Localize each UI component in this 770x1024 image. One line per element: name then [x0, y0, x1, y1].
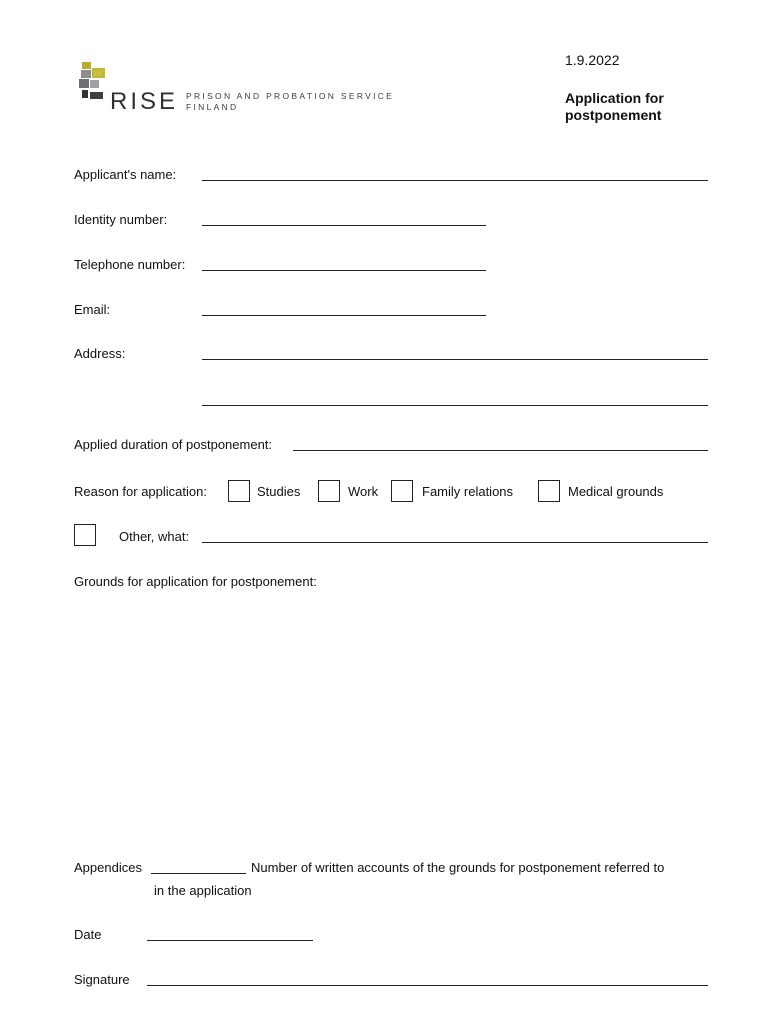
telephone-number-label: Telephone number: — [74, 257, 186, 272]
family-relations-checkbox[interactable] — [391, 480, 413, 502]
other-field[interactable] — [202, 542, 708, 543]
medical-grounds-option-label: Medical grounds — [568, 484, 664, 499]
appendices-label: Appendices — [74, 860, 142, 875]
document-date: 1.9.2022 — [565, 52, 620, 68]
reason-label: Reason for application: — [74, 484, 207, 499]
appendices-description-line1: Number of written accounts of the grounds for postponement referred to — [251, 860, 665, 875]
logo-service-line1: PRISON AND PROBATION SERVICE — [186, 91, 395, 101]
appendices-description-line2: in the application — [154, 883, 252, 898]
address-label: Address: — [74, 346, 126, 361]
studies-option-label: Studies — [257, 484, 301, 499]
address-field-line2[interactable] — [202, 405, 708, 406]
work-option-label: Work — [348, 484, 379, 499]
signature-label: Signature — [74, 972, 130, 987]
grounds-label: Grounds for application for postponement: — [74, 574, 317, 589]
medical-grounds-checkbox[interactable] — [538, 480, 560, 502]
work-checkbox[interactable] — [318, 480, 340, 502]
email-field[interactable] — [202, 315, 486, 316]
telephone-number-field[interactable] — [202, 270, 486, 271]
date-label: Date — [74, 927, 102, 942]
address-field-line1[interactable] — [202, 359, 708, 360]
other-checkbox[interactable] — [74, 524, 96, 546]
rise-emblem-icon — [78, 60, 110, 102]
logo-wordmark: RISE — [110, 88, 179, 115]
document-title-line1: Application for — [565, 90, 664, 106]
other-label: Other, what: — [119, 529, 190, 544]
identity-number-field[interactable] — [202, 225, 486, 226]
applied-duration-field[interactable] — [293, 450, 708, 451]
family-relations-option-label: Family relations — [422, 484, 514, 499]
applicant-name-label: Applicant's name: — [74, 167, 177, 182]
date-field[interactable] — [147, 940, 313, 941]
applicant-name-field[interactable] — [202, 180, 708, 181]
appendices-count-field[interactable] — [151, 873, 246, 874]
identity-number-label: Identity number: — [74, 212, 168, 227]
grounds-text-area[interactable] — [74, 596, 708, 846]
signature-field[interactable] — [147, 985, 708, 986]
email-label: Email: — [74, 302, 111, 317]
applied-duration-label: Applied duration of postponement: — [74, 437, 273, 452]
document-title-line2: postponement — [565, 107, 662, 123]
rise-logo — [78, 60, 395, 115]
studies-checkbox[interactable] — [228, 480, 250, 502]
logo-service-line2: FINLAND — [186, 102, 239, 112]
